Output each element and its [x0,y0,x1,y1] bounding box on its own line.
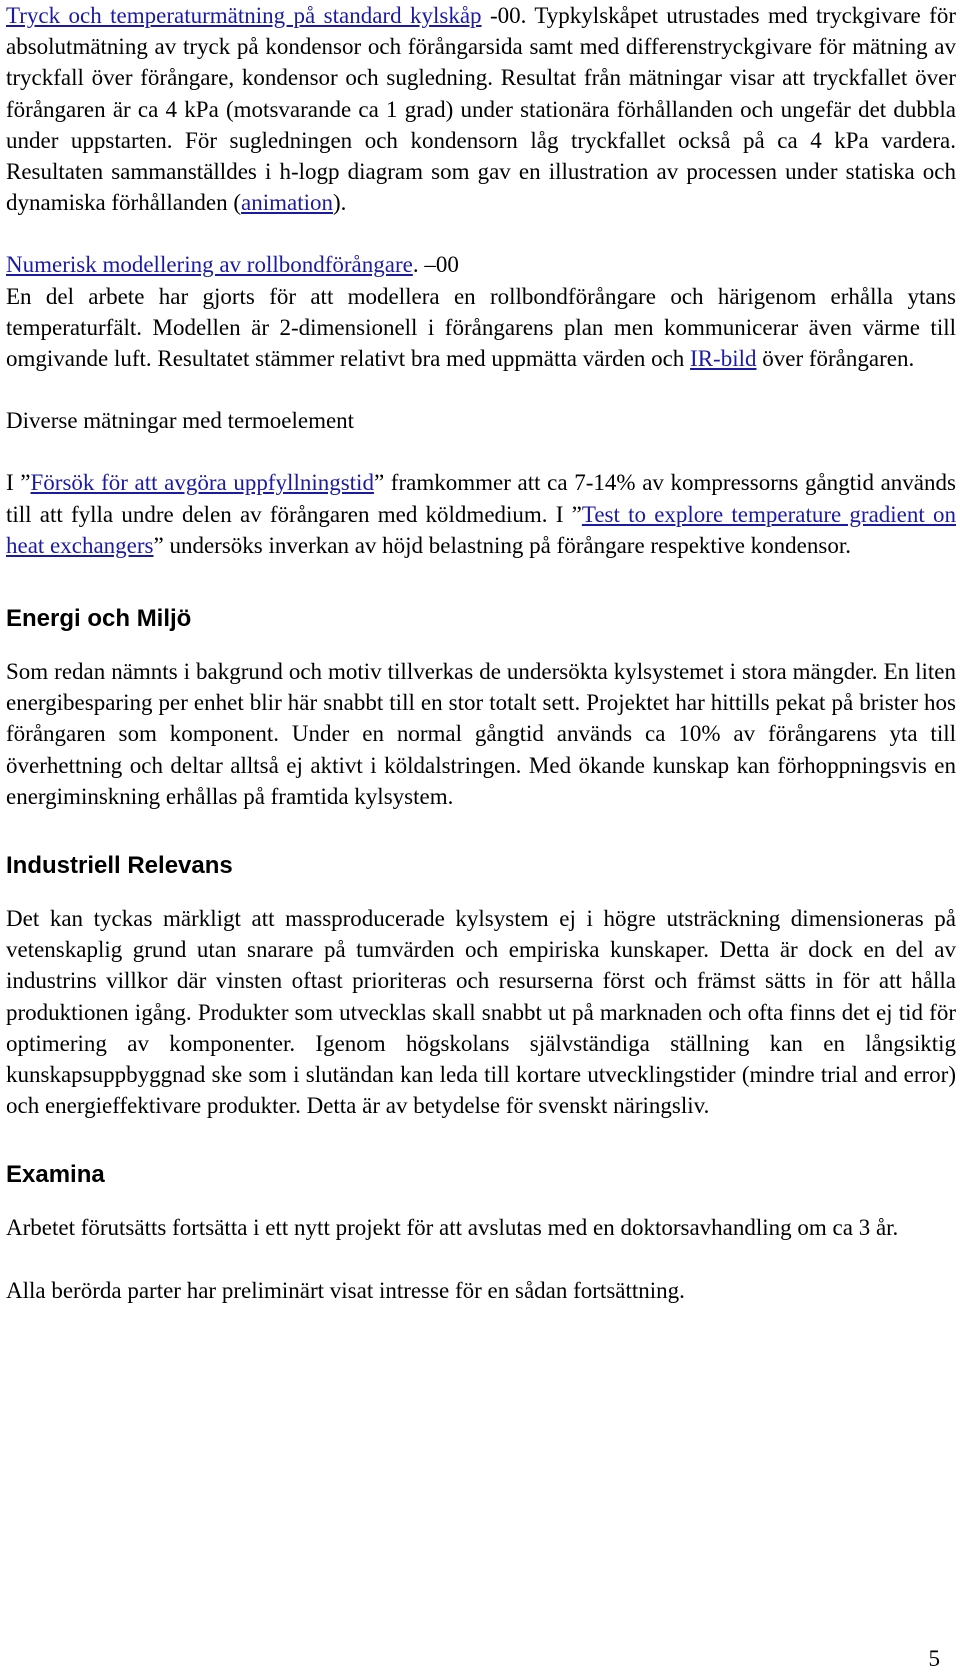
animation-link[interactable]: animation [241,190,334,216]
model-text-a: En del arbete har gjorts för att modellera en rollbondförångare och härigenom erhålla ytans temperaturfält. Modellen är 2-dimensionell i förångarens plan men kommunicerar även värme till omgivande luft. Resultatet stämmer relativt bra med uppmätta värden och [6,283,956,372]
energy-heading: Energi och Miljö [6,605,192,633]
document-page [6,0,956,1306]
model-title-line [6,249,956,280]
energy-paragraph: Som redan nämnts i bakgrund och motiv tillverkas de undersökta kylsystemet i stora mängder. En liten energibesparing per enhet blir här snabbt till en stor totalt sett. Projektet har hittills pekat på brister hos förångaren som komponent. Under en normal gångtid används ca 10% av förångarens yta till överhettning och deltar alltså ej aktivt i köldalstringen. Med ökande kunskap kan förhoppningsvis en energiminskning erhållas på framtida kylsystem. [6,659,956,809]
pressure-paragraph [6,0,956,218]
temperature-gradient-link[interactable]: Test to explore temperature gradient on heat exchangers [6,501,957,558]
examina-paragraph-2: Alla berörda parter har preliminärt visat intresse för en sådan fortsättning. [6,1277,685,1303]
thermo-text-b: ” framkommer att ca 7-14% av kompressorns gångtid används till att fylla undre delen av förångaren med köldmedium. I ” [6,470,956,527]
fill-time-link[interactable]: Försök för att avgöra uppfyllningstid [30,470,374,496]
pressure-text-a: -00. Typkylskåpet utrustades med tryckgivare för absolutmätning av tryck på kondensor och förångarsida samt med differenstryckgivare för mätning av tryckfall över förångare, kondensor och sugledning. Resultat från mätningar visar att tryckfallet över förångaren är ca 4 kPa (motsvarande ca 1 grad) under stationära förhållanden och ungefär det dubbla under uppstarten. För sugledningen och kondensorn låg tryckfallet också på ca 4 kPa vardera. Resultaten sammanställdes i h-logp diagram som gav en illustration av processen under statiska och dynamiska förhållanden ( [6,3,956,216]
spacer [6,881,956,903]
spacer [6,218,956,249]
thermo-title: Diverse mätningar med termoelement [6,408,355,434]
industry-heading: Industriell Relevans [6,852,233,880]
spacer [6,634,956,656]
model-link[interactable]: Numerisk modellering av rollbondförångare [6,252,413,278]
spacer [6,561,956,603]
pressure-text-b: ). [333,190,347,216]
examina-paragraph-1: Arbetet förutsätts fortsätta i ett nytt projekt för att avslutas med en doktorsavhandling om ca 3 år. [6,1215,899,1241]
model-text-b: över förångaren. [756,346,915,372]
thermo-text-c: ” undersöks inverkan av höjd belastning på förångare respektive kondensor. [153,532,851,558]
spacer [6,1244,956,1275]
model-suffix: . –00 [412,252,459,278]
spacer [6,1121,956,1159]
thermo-text-a: I ” [6,470,31,496]
spacer [6,374,956,405]
thermo-paragraph [6,467,956,561]
pressure-link[interactable]: Tryck och temperaturmätning på standard kylskåp [6,3,482,28]
page-number: 5 [928,1646,940,1671]
industry-paragraph: Det kan tyckas märkligt att massproducerade kylsystem ej i högre utsträckning dimensioneras på vetenskaplig grund utan snarare på tumvärden och empiriska kunskaper. Detta är dock en del av industrins villkor där vinsten oftast prioriteras och resurserna först och främst sätts in för att hålla produktionen igång. Produkter som utvecklas skall snabbt ut på marknaden och ofta finns det ej tid för optimering av komponenter. Igenom högskolans självständiga ställning kan en långsiktig kunskapsuppbyggnad ske som i slutändan kan leda till kortare utvecklingstider (mindre trial and error) och energieffektivare produkter. Detta är av betydelse för svenskt näringsliv. [6,906,956,1119]
examina-heading: Examina [6,1161,105,1189]
spacer [6,812,956,850]
spacer [6,1190,956,1212]
ir-image-link[interactable]: IR-bild [690,346,757,372]
spacer [6,436,956,467]
model-paragraph [6,281,956,375]
